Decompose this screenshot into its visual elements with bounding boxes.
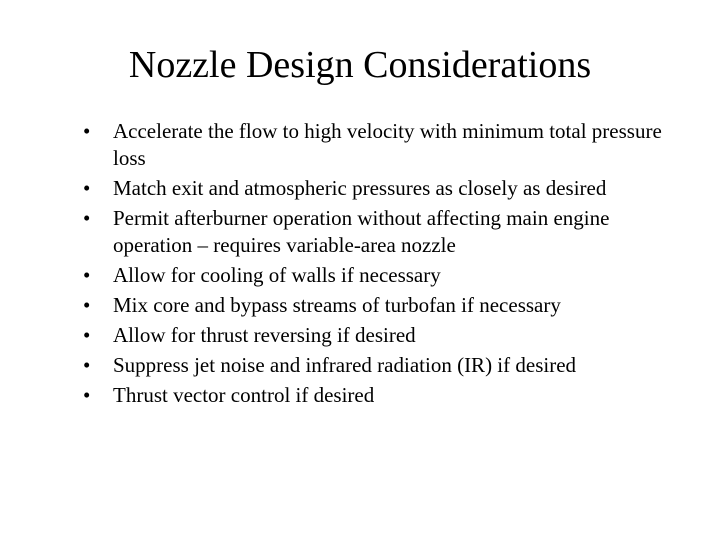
list-item bbox=[83, 292, 683, 319]
bullet-text: Match exit and atmospheric pressures as closely as desired bbox=[113, 176, 607, 200]
list-item bbox=[83, 352, 683, 379]
list-item bbox=[83, 322, 683, 349]
list-item bbox=[83, 382, 683, 409]
list-item bbox=[83, 118, 683, 172]
bullet-icon: • bbox=[83, 206, 91, 230]
slide-title: Nozzle Design Considerations bbox=[128, 44, 592, 86]
bullet-icon: • bbox=[83, 176, 91, 200]
list-item bbox=[83, 262, 683, 289]
bullet-icon: • bbox=[83, 353, 91, 377]
bullet-icon: • bbox=[83, 119, 91, 143]
bullet-icon: • bbox=[83, 293, 91, 317]
list-item bbox=[83, 205, 683, 259]
bullet-text: Mix core and bypass streams of turbofan if necessary bbox=[113, 293, 561, 317]
bullet-icon: • bbox=[83, 383, 91, 407]
bullet-text: Allow for cooling of walls if necessary bbox=[113, 263, 441, 287]
bullet-text: Allow for thrust reversing if desired bbox=[113, 323, 416, 347]
bullet-icon: • bbox=[83, 323, 91, 347]
bullet-icon: • bbox=[83, 263, 91, 287]
bullet-text: Thrust vector control if desired bbox=[113, 383, 375, 407]
bullet-text: Permit afterburner operation without affecting main engine operation – requires variable-area nozzle bbox=[113, 206, 610, 257]
bullet-text: Suppress jet noise and infrared radiation (IR) if desired bbox=[113, 353, 577, 377]
bullet-text: Accelerate the flow to high velocity with minimum total pressure loss bbox=[113, 119, 662, 170]
bullet-list bbox=[83, 118, 683, 412]
list-item bbox=[83, 175, 683, 202]
